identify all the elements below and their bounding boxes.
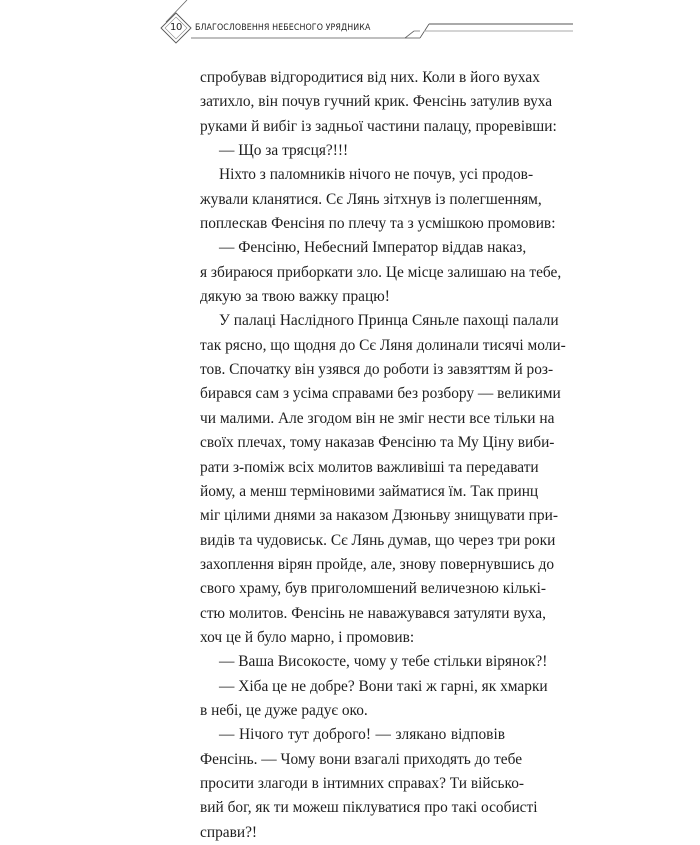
text-line: спробував відгородитися від них. Коли в його вухах	[200, 69, 540, 86]
text-line: тов. Спочатку він узявся до роботи із завзяттям й роз-	[200, 361, 554, 379]
text-line: рати з-поміж всіх молитов важливіші та передавати	[200, 458, 539, 476]
paragraph-start-line: Ніхто з паломників нічого не почув, усі продов-	[219, 166, 534, 184]
text-line: стю молитов. Фенсінь не наважувався затуляти вуха,	[200, 604, 546, 622]
text-line: Фенсінь. — Чому вони взагалі приходять до тебе	[200, 750, 523, 768]
text-line: захоплення вірян пройде, але, знову повернувшись до	[200, 555, 555, 573]
text-line: в небі, це дуже радує око.	[200, 701, 368, 719]
text-line: просити злагоди в інтимних справах? Ти військо-	[200, 774, 525, 792]
text-line: бирався сам з усіма справами без розбору — великими	[200, 385, 561, 403]
text-line: так рясно, що щодня до Сє Ляня долинали тисячі моли-	[200, 336, 566, 354]
text-line: міг цілими днями за наказом Дзюньву знищувати при-	[200, 507, 558, 525]
dialogue-line: — Фенсіню, Небесний Імператор віддав наказ,	[219, 239, 527, 257]
page-number: 10	[169, 22, 183, 33]
dialogue-line: — Нічого тут доброго! — злякано відповів	[219, 726, 505, 744]
text-line: я збираюся приборкати зло. Це місце залишаю на тебе,	[200, 263, 562, 281]
text-line: затихло, він почув гучний крик. Фенсінь затулив вуха	[200, 93, 553, 111]
dialogue-line: — Хіба це не добре? Вони такі ж гарні, як хмарки	[219, 677, 548, 695]
text-line: дякую за твою важку працю!	[200, 288, 390, 306]
dialogue-line: — Ваша Високосте, чому у тебе стільки вірянок?!	[219, 653, 548, 671]
text-line: справи?!	[200, 823, 258, 841]
text-line: йому, а менш терміновими займатися їм. Так принц	[200, 482, 539, 500]
text-line: жували кланятися. Сє Лянь зітхнув із полегшенням,	[200, 190, 542, 208]
text-line: руками й вибіг із задньої частини палацу, проревівши:	[200, 117, 557, 135]
dialogue-line: — Що за трясця?!!!	[219, 142, 349, 160]
running-title: БЛАГОСЛОВЕННЯ НЕБЕСНОГО УРЯДНИКА	[195, 23, 371, 33]
text-line: видів та чудовиськ. Сє Лянь думав, що через три роки	[200, 531, 556, 549]
text-line: чи малими. Але згодом він не зміг нести все тільки на	[200, 409, 555, 427]
page-header	[0, 0, 700, 50]
text-line: свого храму, був приголомшений величезною кількі-	[200, 580, 547, 598]
text-line: хоч це й було марно, і промовив:	[200, 628, 415, 646]
body-text	[200, 66, 566, 845]
text-line: поплескав Фенсіня по плечу та з усмішкою промовив:	[200, 215, 556, 233]
paragraph-start-line: У палаці Наслідного Принца Сяньле пахощі палали	[219, 312, 559, 330]
text-line: вий бог, як ти можеш піклуватися про такі особисті	[200, 799, 538, 817]
text-line: своїх плечах, тому наказав Фенсіню та Му Ціну виби-	[200, 434, 555, 452]
